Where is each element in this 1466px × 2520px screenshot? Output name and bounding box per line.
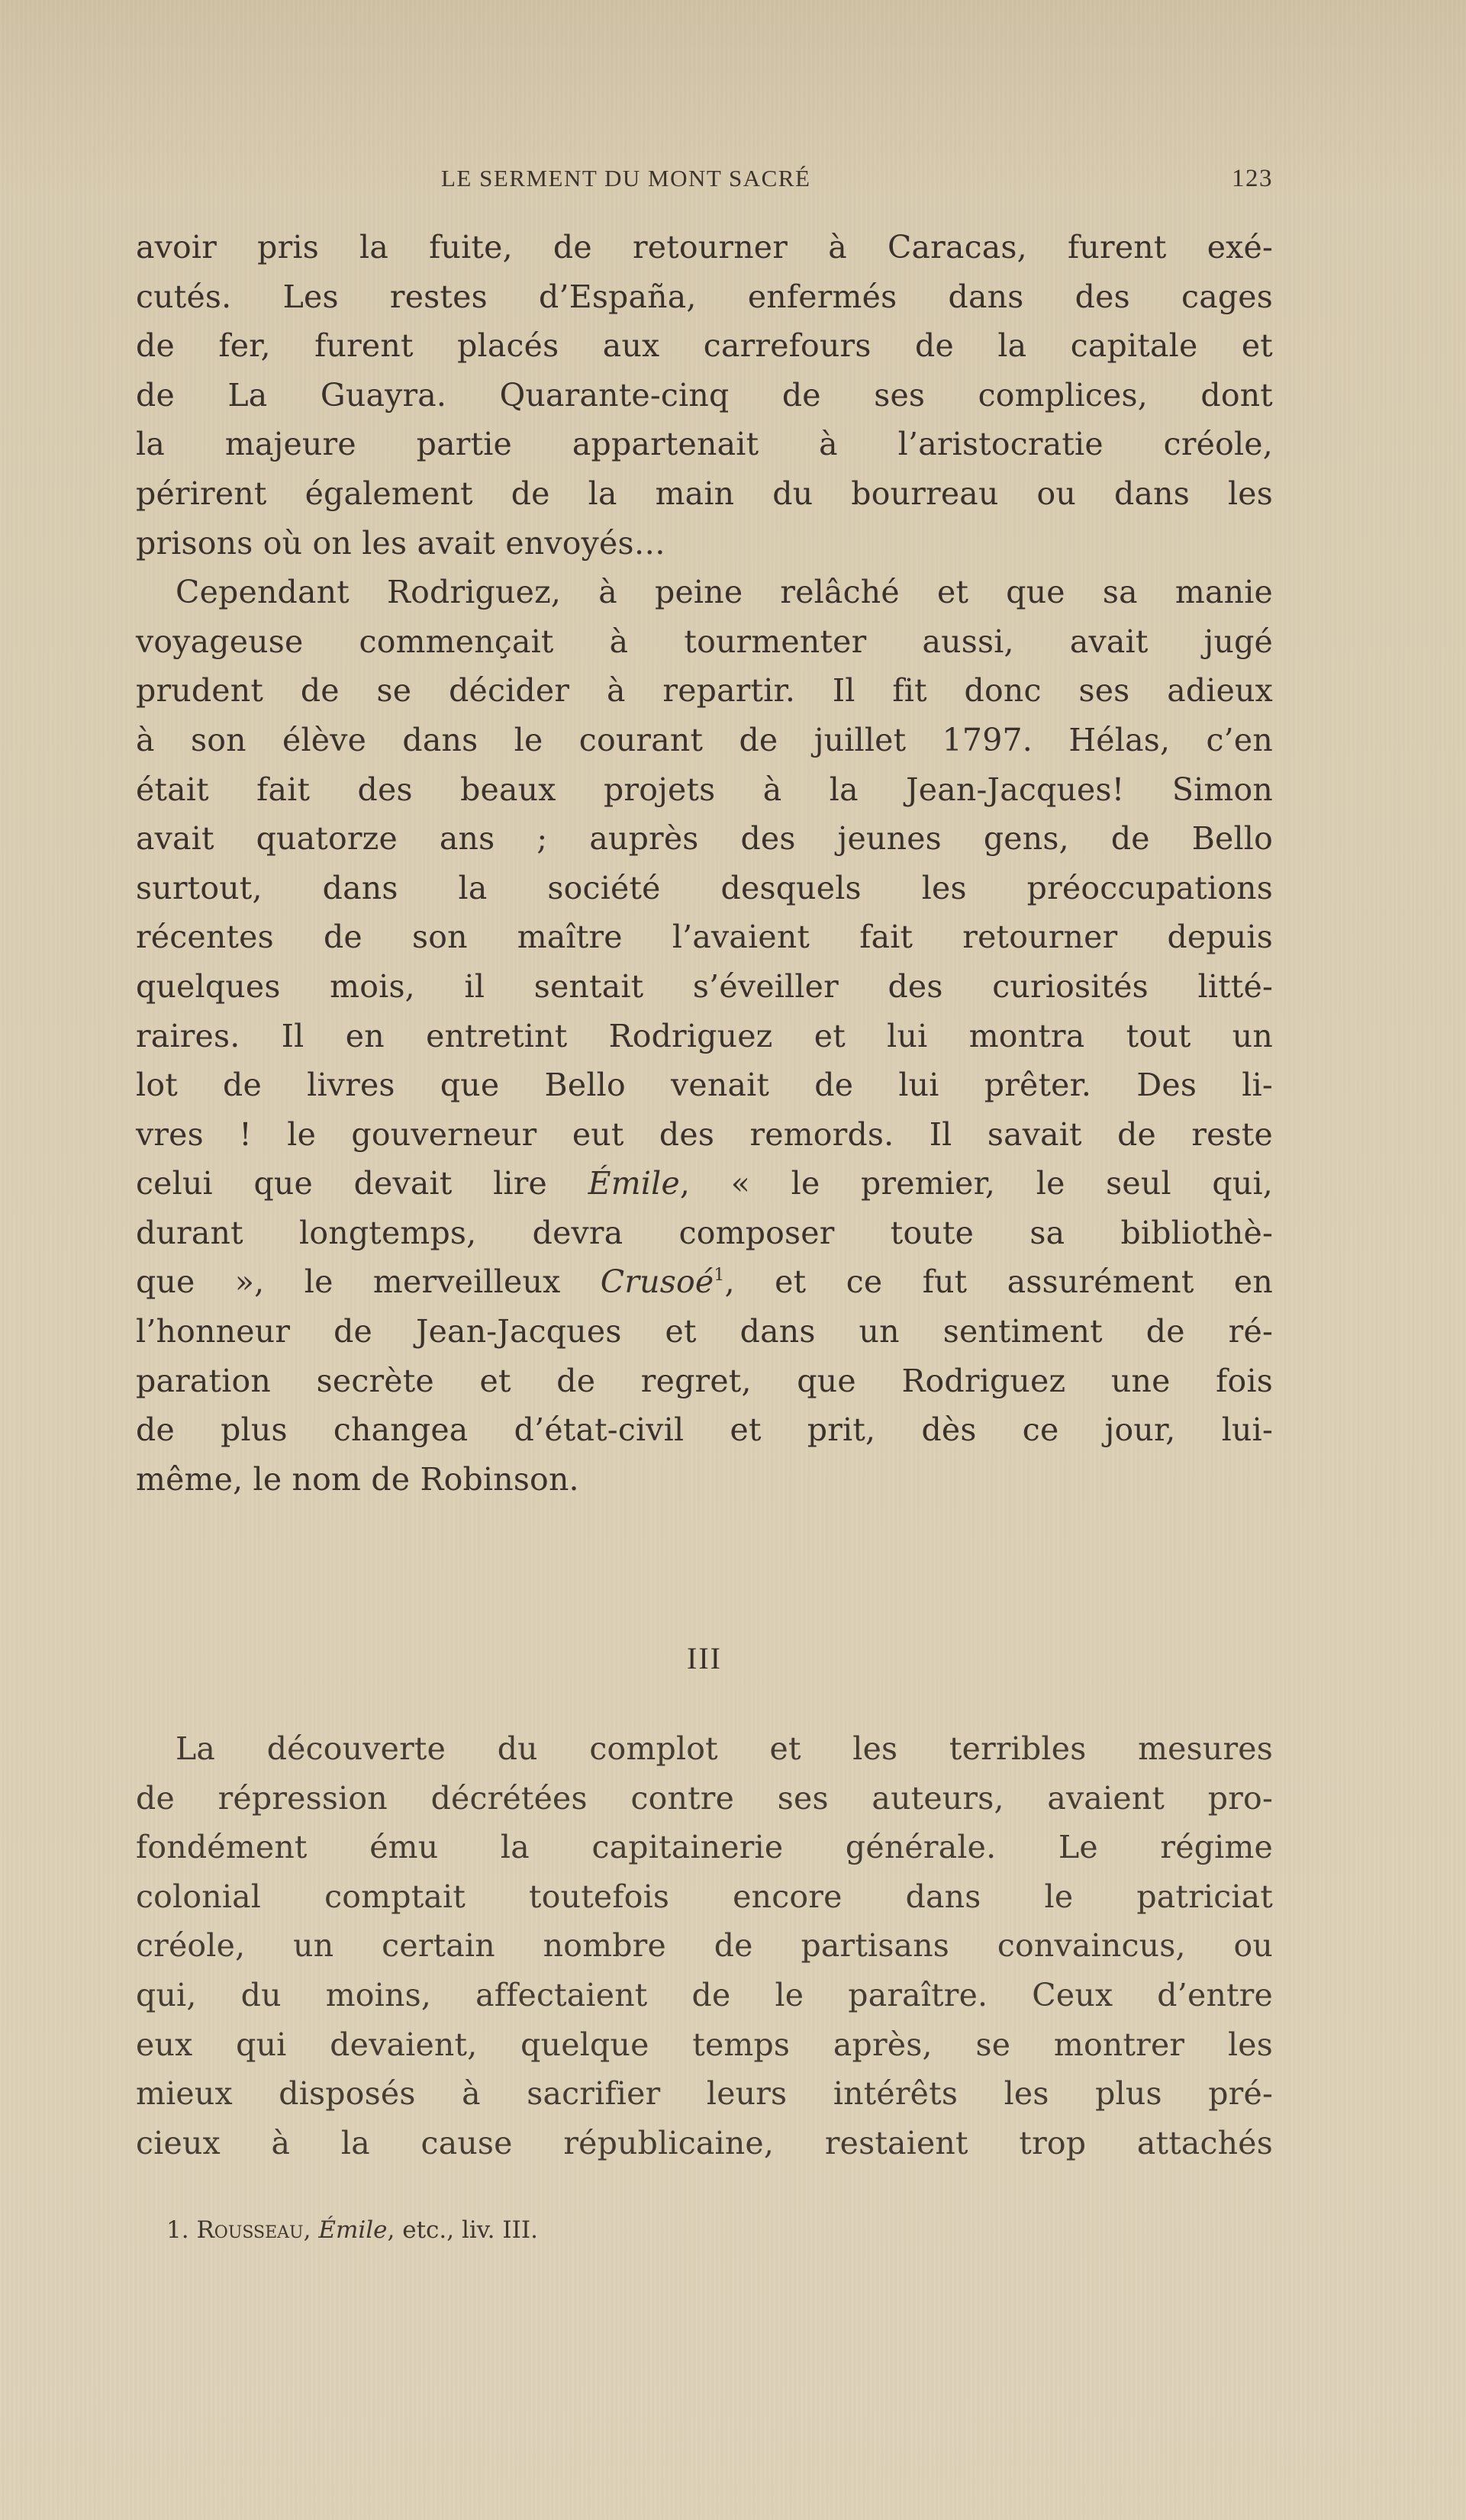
text-line: périrent également de la main du bourreau ou dans les xyxy=(136,475,1273,512)
text-line: surtout, dans la société desquels les préoccupations xyxy=(136,869,1273,906)
text-line: de La Guayra. Quarante-cinq de ses complices, dont xyxy=(136,376,1273,414)
running-head xyxy=(136,165,1273,203)
text-line: paration secrète et de regret, que Rodriguez une fois xyxy=(136,1362,1273,1399)
text-segment: , et ce fut assurément en xyxy=(724,1263,1273,1301)
text-line: cutés. Les restes d’España, enfermés dans des cages xyxy=(136,278,1273,315)
text-line: de fer, furent placés aux carrefours de la capitale et xyxy=(136,327,1273,365)
running-head-title: LE SERMENT DU MONT SACRÉ xyxy=(441,165,811,191)
text-line-emile xyxy=(136,1159,1273,1209)
footnote-author: Rousseau xyxy=(196,2216,304,2244)
text-line: récentes de son maître l’avaient fait retourner depuis xyxy=(136,919,1273,956)
text-line: lot de livres que Bello venait de lui prêter. Des li- xyxy=(136,1067,1273,1104)
text-segment: , « le premier, le seul qui, xyxy=(679,1165,1273,1202)
text-segment: celui que devait lire xyxy=(136,1165,588,1202)
paragraph-start-line: Cependant Rodriguez, à peine relâché et que sa manie xyxy=(176,574,1273,611)
text-line: avait quatorze ans ; auprès des jeunes gens, de Bello xyxy=(136,820,1273,858)
text-segment: que », le merveilleux xyxy=(136,1263,601,1301)
footnote-rest: , etc., liv. III. xyxy=(387,2216,538,2244)
text-line: fondément ému la capitainerie générale. Le régime xyxy=(136,1829,1273,1866)
paragraph-start-line: La découverte du complot et les terribles mesures xyxy=(176,1730,1273,1767)
text-line: vres ! le gouverneur eut des remords. Il savait de reste xyxy=(136,1115,1273,1153)
footnote-ref[interactable]: 1 xyxy=(714,1266,725,1286)
text-line: raires. Il en entretint Rodriguez et lui montra tout un xyxy=(136,1017,1273,1054)
footnote-title: Émile xyxy=(318,2216,388,2244)
text-line: quelques mois, il sentait s’éveiller des curiosités litté- xyxy=(136,967,1273,1005)
text-line: de plus changea d’état-civil et prit, dès ce jour, lui- xyxy=(136,1411,1273,1449)
text-line: l’honneur de Jean-Jacques et dans un sentiment de ré- xyxy=(136,1313,1273,1350)
text-line: créole, un certain nombre de partisans convaincus, ou xyxy=(136,1927,1273,1965)
text-line: prisons où on les avait envoyés… xyxy=(136,524,665,562)
text-line: eux qui devaient, quelque temps après, se montrer les xyxy=(136,2026,1273,2063)
text-line: était fait des beaux projets à la Jean-Jacques! Simon xyxy=(136,771,1273,808)
book-title-crusoe: Crusoé xyxy=(600,1263,714,1301)
body-text-part1 xyxy=(136,223,1273,1504)
text-line: prudent de se décider à repartir. Il fit donc ses adieux xyxy=(136,672,1273,710)
body-text-part2 xyxy=(136,1724,1273,2168)
section-heading: III xyxy=(687,1641,722,1675)
text-line-crusoe xyxy=(136,1257,1273,1307)
book-title-emile: Émile xyxy=(588,1165,680,1202)
footnote-separator: , xyxy=(303,2216,319,2244)
text-line: même, le nom de Robinson. xyxy=(136,1460,579,1498)
text-line: voyageuse commençait à tourmenter aussi, avait jugé xyxy=(136,623,1273,660)
text-line: durant longtemps, devra composer toute sa bibliothè- xyxy=(136,1214,1273,1251)
page-number: 123 xyxy=(1232,165,1273,192)
footnote-number: 1. xyxy=(166,2216,189,2244)
text-line: avoir pris la fuite, de retourner à Caracas, furent exé- xyxy=(136,229,1273,266)
text-line: mieux disposés à sacrifier leurs intérêts les plus pré- xyxy=(136,2075,1273,2113)
text-line: de répression décrétées contre ses auteurs, avaient pro- xyxy=(136,1779,1273,1817)
text-line: colonial comptait toutefois encore dans le patriciat xyxy=(136,1878,1273,1915)
footnote xyxy=(166,2216,538,2244)
text-line: à son élève dans le courant de juillet 1797. Hélas, c’en xyxy=(136,721,1273,758)
text-line: qui, du moins, affectaient de le paraître. Ceux d’entre xyxy=(136,1976,1273,2013)
text-line: la majeure partie appartenait à l’aristocratie créole, xyxy=(136,426,1273,463)
text-line: cieux à la cause républicaine, restaient trop attachés xyxy=(136,2124,1273,2161)
